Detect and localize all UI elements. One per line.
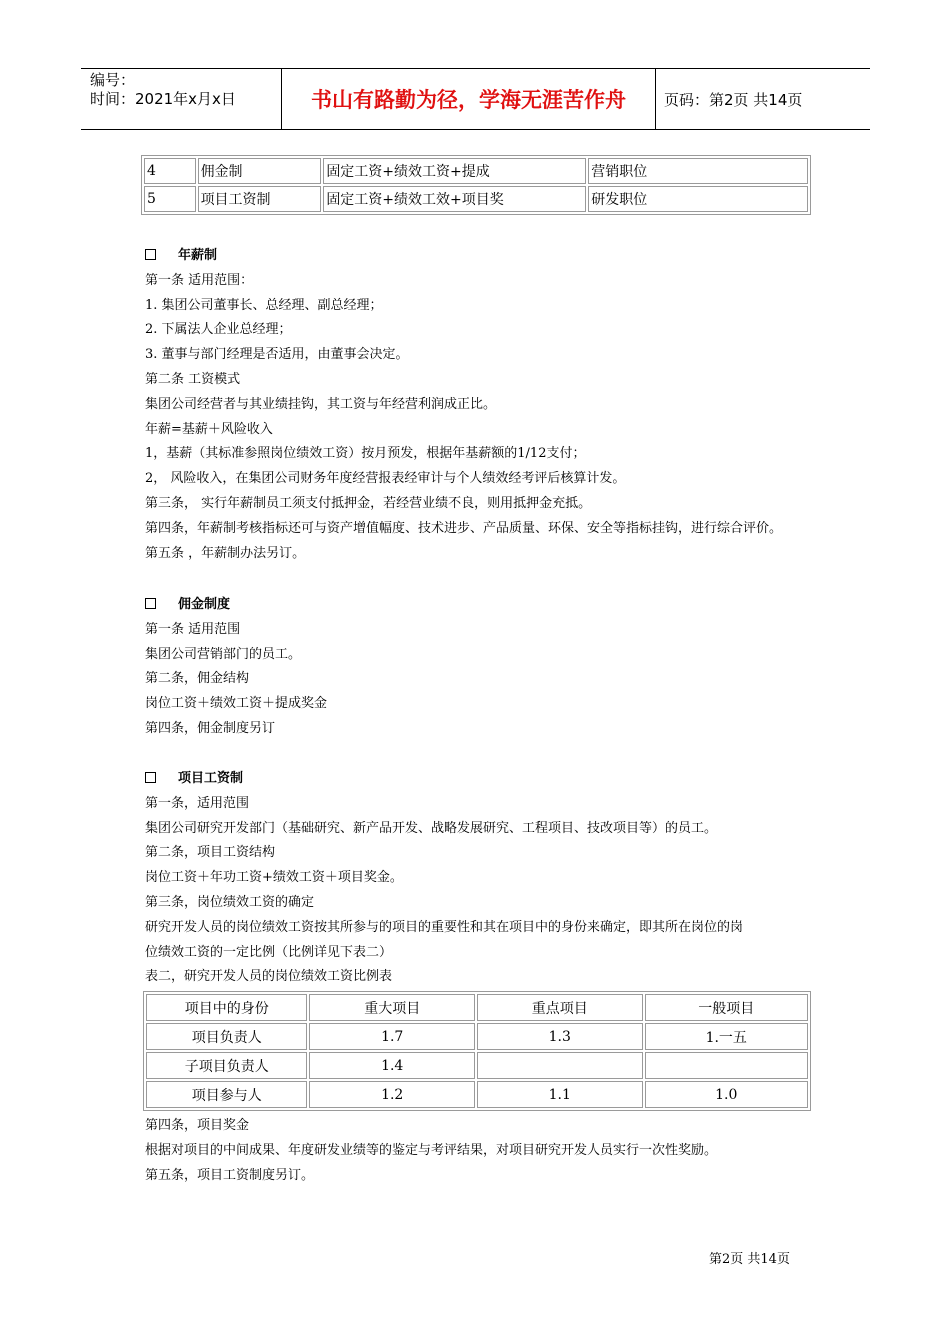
text-line: 集团公司经营者与其业绩挂钩，其工资与年经营利润成正比。 xyxy=(145,396,497,412)
table-cell: 固定工资+绩效工资+提成 xyxy=(323,158,586,184)
text-line: 岗位工资＋年功工资+绩效工资＋项目奖金。 xyxy=(145,870,403,886)
table-cell: 佣金制 xyxy=(198,158,322,184)
table-header-cell: 重大项目 xyxy=(309,994,475,1021)
table-header-cell: 一般项目 xyxy=(645,994,809,1021)
text-line: 第四条，项目奖金 xyxy=(145,1118,250,1133)
text-line: 第四条，佣金制度另订 xyxy=(145,720,276,736)
table-cell: 固定工资+绩效工效+项目奖 xyxy=(323,186,586,212)
table-cell: 4 xyxy=(144,158,196,184)
text-line: 第三条， 实行年薪制员工须支付抵押金，若经营业绩不良，则用抵押金充抵。 xyxy=(145,495,592,511)
header-motto: 书山有路勤为径，学海无涯苦作舟 xyxy=(311,88,626,112)
text-line: 根据对项目的中间成果、年度研发业绩等的鉴定与考评结果，对项目研究开发人员实行一次性奖励。 xyxy=(145,1142,718,1158)
table-cell: 子项目负责人 xyxy=(146,1052,307,1079)
table-cell: 1.1 xyxy=(477,1081,643,1108)
table-header-cell: 重点项目 xyxy=(477,994,643,1021)
text-line: 1，基薪（其标准参照岗位绩效工资）按月预发，根据年基薪额的1/12支付； xyxy=(145,446,586,462)
table-cell: 1.2 xyxy=(309,1081,475,1108)
table-row xyxy=(144,158,808,184)
text-line: 岗位工资＋绩效工资＋提成奖金 xyxy=(145,696,328,712)
checkbox-icon xyxy=(145,598,156,609)
text-line: 研究开发人员的岗位绩效工资按其所参与的项目的重要性和其在项目中的身份来确定，即其所在岗位的岗 xyxy=(145,919,744,935)
section-project-salary xyxy=(145,767,743,990)
text-line: 第一条，适用范围 xyxy=(145,795,250,811)
table-cell: 项目工资制 xyxy=(198,186,322,212)
text-line: 第四条，年薪制考核指标还可与资产增值幅度、技术进步、产品质量、环保、安全等指标挂钩，进行综合评价。 xyxy=(145,520,783,536)
text-line: 第一条 适用范围 xyxy=(145,621,241,637)
text-line: 3. 董事与部门经理是否适用，由董事会决定。 xyxy=(145,347,409,363)
table-row xyxy=(146,1052,808,1079)
header-divider xyxy=(655,69,656,129)
text-line: 第一条 适用范围： xyxy=(145,272,254,288)
text-line: 第二条，项目工资结构 xyxy=(145,845,276,861)
page-footer: 第2页 共14页 xyxy=(709,1252,790,1267)
table-header-cell: 项目中的身份 xyxy=(146,994,307,1021)
text-line: 第五条 ，年薪制办法另订。 xyxy=(145,545,306,561)
table-row xyxy=(144,186,808,212)
table-cell: 项目负责人 xyxy=(146,1023,307,1050)
text-line: 2， 风险收入，在集团公司财务年度经营报表经审计与个人绩效经考评后核算计发。 xyxy=(145,471,626,487)
table-cell: 1.7 xyxy=(309,1023,475,1050)
text-line: 集团公司营销部门的员工。 xyxy=(145,646,302,662)
text-line: 1. 集团公司董事长、总经理、副总经理； xyxy=(145,297,383,313)
table-row xyxy=(146,1081,808,1108)
text-line: 集团公司研究开发部门（基础研究、新产品开发、战略发展研究、工程项目、技改项目等）的员工。 xyxy=(145,820,718,836)
text-line: 年薪=基薪＋风险收入 xyxy=(145,421,273,437)
table-cell: 1.一五 xyxy=(645,1023,809,1050)
table-cell: 营销职位 xyxy=(588,158,808,184)
text-line: 第三条，岗位绩效工资的确定 xyxy=(145,894,315,910)
table-cell: 5 xyxy=(144,186,196,212)
section-heading: 年薪制 xyxy=(145,244,782,269)
text-line: 表二，研究开发人员的岗位绩效工资比例表 xyxy=(145,969,393,985)
serial-label: 编号： xyxy=(90,71,136,89)
text-line: 2. 下属法人企业总经理； xyxy=(145,322,292,338)
section-heading: 佣金制度 xyxy=(145,593,327,618)
ratio-table xyxy=(143,991,811,1111)
table-cell xyxy=(645,1052,809,1079)
text-line: 第二条 工资模式 xyxy=(145,371,241,387)
header-page-number: 页码：第2页 共14页 xyxy=(664,90,803,109)
table-cell: 1.0 xyxy=(645,1081,809,1108)
table-cell: 项目参与人 xyxy=(146,1081,307,1108)
checkbox-icon xyxy=(145,772,156,783)
salary-type-table xyxy=(141,155,811,215)
table-cell: 1.4 xyxy=(309,1052,475,1079)
text-line: 第二条，佣金结构 xyxy=(145,671,250,687)
table-cell: 研发职位 xyxy=(588,186,808,212)
time-label: 时间：2021年x月x日 xyxy=(90,90,236,108)
checkbox-icon xyxy=(145,249,156,260)
table-cell: 1.3 xyxy=(477,1023,643,1050)
text-line: 位绩效工资的一定比例（比例详见下表二） xyxy=(145,944,393,960)
table-header-row xyxy=(146,994,808,1021)
table-row xyxy=(146,1023,808,1050)
text-line: 第五条，项目工资制度另订。 xyxy=(145,1167,315,1183)
table-cell xyxy=(477,1052,643,1079)
section-annual-salary xyxy=(145,244,782,566)
section-heading: 项目工资制 xyxy=(145,767,743,792)
header-meta xyxy=(90,71,236,109)
section-project-salary-cont xyxy=(145,1114,717,1188)
page-header xyxy=(81,68,870,130)
section-commission xyxy=(145,593,327,742)
